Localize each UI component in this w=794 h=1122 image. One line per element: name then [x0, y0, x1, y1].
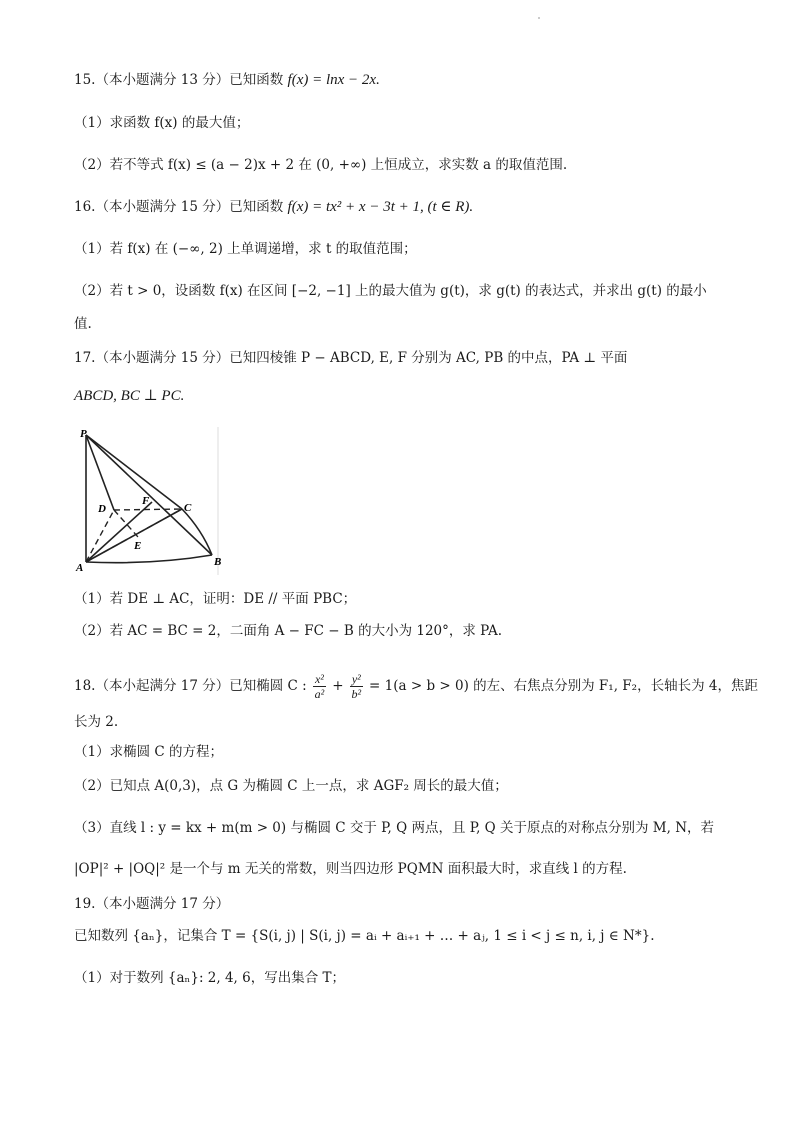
- p18-head-post: = 1(a > b > 0) 的左、右焦点分别为 F₁, F₂，长轴长为 4，焦距: [364, 678, 758, 694]
- frac-y-over-b: [350, 672, 363, 701]
- p15-q2: （2）若不等式 f(x) ≤ (a − 2)x + 2 在 (0, +∞) 上恒成立，求实数 a 的取值范围.: [74, 157, 568, 173]
- p17-q2: （2）若 AC = BC = 2，二面角 A − FC − B 的大小为 120°，求 PA.: [74, 623, 503, 639]
- p19-head: 19.（本小题满分 17 分）: [74, 896, 230, 912]
- p16-q2a: （2）若 t > 0，设函数 f(x) 在区间 [−2, −1] 上的最大值为 g(t)，求 g(t) 的表达式，并求出 g(t) 的最小: [74, 283, 707, 299]
- frac2-den: b²: [351, 687, 362, 701]
- p18-head: [74, 672, 758, 701]
- p17-q1: （1）若 DE ⊥ AC，证明：DE // 平面 PBC；: [74, 591, 357, 607]
- scan-dot: [538, 17, 540, 19]
- frac-x-over-a: [313, 672, 326, 701]
- p19-q1: （1）对于数列 {aₙ}: 2, 4, 6，写出集合 T；: [74, 970, 346, 986]
- p17-head2-math: ABCD, BC ⊥ PC.: [74, 388, 185, 404]
- p15-head: [74, 69, 380, 91]
- p18-q3a: （3）直线 l : y = kx + m(m > 0) 与椭圆 C 交于 P, Q 两点，且 P, Q 关于原点的对称点分别为 M, N，若: [74, 820, 715, 836]
- label-E: E: [134, 540, 142, 552]
- p18-q1: （1）求椭圆 C 的方程；: [74, 744, 224, 760]
- label-C: C: [184, 502, 192, 514]
- p19-def: 已知数列 {aₙ}，记集合 T = {S(i, j) | S(i, j) = aᵢ + aᵢ₊₁ + … + aⱼ, 1 ≤ i < j ≤ n, i, j ∈ N*}.: [74, 928, 655, 944]
- label-F: F: [142, 495, 150, 507]
- p15-q1: （1）求函数 f(x) 的最大值；: [74, 115, 250, 131]
- frac2-num: y²: [351, 672, 361, 686]
- label-P: P: [80, 428, 87, 440]
- p16-head-text: 16.（本小题满分 15 分）已知函数: [74, 199, 288, 215]
- p17-head2: [74, 385, 184, 407]
- p16-head: [74, 196, 473, 218]
- label-D: D: [98, 503, 106, 515]
- p18-head-pre: 18.（本小起满分 17 分）已知椭圆 C :: [74, 678, 311, 694]
- p18-head2: 长为 2.: [74, 714, 119, 730]
- p18-plus: +: [327, 678, 348, 694]
- p18-q2: （2）已知点 A(0,3)，点 G 为椭圆 C 上一点，求 AGF₂ 周长的最大值；: [74, 778, 508, 794]
- label-A: A: [76, 562, 84, 574]
- p16-q2b: 值.: [74, 316, 92, 332]
- p15-func: f(x) = lnx − 2x.: [287, 72, 380, 88]
- frac1-den: a²: [314, 687, 325, 701]
- frac1-num: x²: [314, 672, 324, 686]
- label-B: B: [214, 556, 222, 568]
- p16-func: f(x) = tx² + x − 3t + 1, (t ∈ R).: [287, 199, 474, 215]
- pyramid-figure: [72, 425, 232, 575]
- p15-head-text: 15.（本小题满分 13 分）已知函数: [74, 72, 288, 88]
- p17-head: 17.（本小题满分 15 分）已知四棱锥 P − ABCD, E, F 分别为 AC, PB 的中点，PA ⊥ 平面: [74, 350, 628, 366]
- p16-q1: （1）若 f(x) 在 (−∞, 2) 上单调递增，求 t 的取值范围；: [74, 241, 417, 257]
- p18-q3b: |OP|² + |OQ|² 是一个与 m 无关的常数，则当四边形 PQMN 面积最大时，求直线 l 的方程.: [74, 861, 627, 877]
